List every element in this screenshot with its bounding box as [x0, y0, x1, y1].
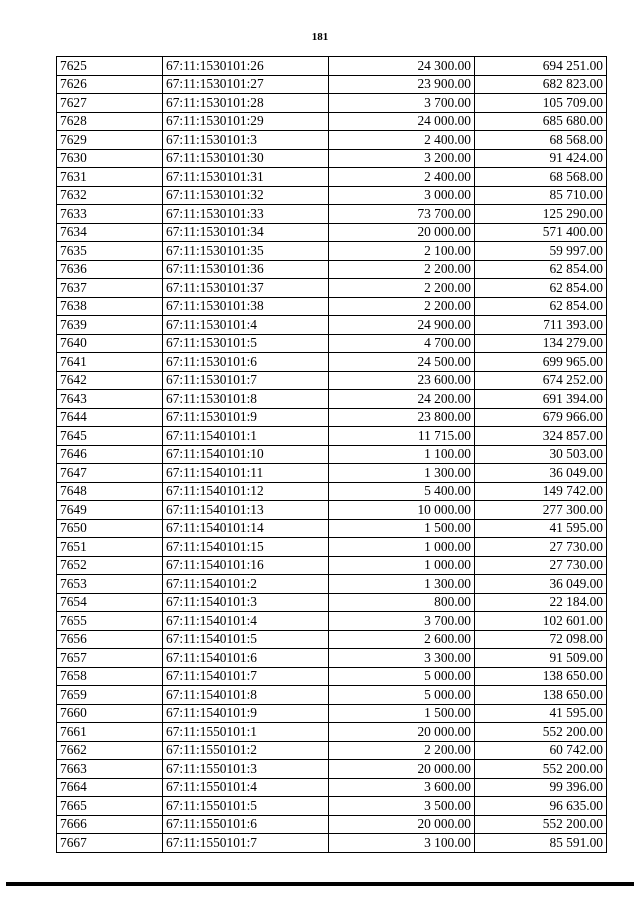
row-number-cell: 7627: [57, 94, 163, 113]
cadastral-number-cell: 67:11:1530101:29: [163, 112, 329, 131]
cadastral-number-cell: 67:11:1530101:9: [163, 408, 329, 427]
row-number-cell: 7664: [57, 778, 163, 797]
area-cell: 1 500.00: [329, 704, 475, 723]
area-cell: 3 200.00: [329, 149, 475, 168]
area-cell: 20 000.00: [329, 815, 475, 834]
value-cell: 711 393.00: [475, 316, 607, 335]
area-cell: 1 000.00: [329, 556, 475, 575]
value-cell: 552 200.00: [475, 815, 607, 834]
table-row: [57, 741, 607, 760]
cadastral-number-cell: 67:11:1530101:30: [163, 149, 329, 168]
table-row: [57, 353, 607, 372]
area-cell: 5 000.00: [329, 667, 475, 686]
value-cell: 72 098.00: [475, 630, 607, 649]
cadastral-number-cell: 67:11:1540101:8: [163, 686, 329, 705]
area-cell: 2 400.00: [329, 131, 475, 150]
value-cell: 685 680.00: [475, 112, 607, 131]
table-row: [57, 482, 607, 501]
row-number-cell: 7625: [57, 57, 163, 76]
table-row: [57, 75, 607, 94]
table-row: [57, 686, 607, 705]
cadastral-number-cell: 67:11:1550101:6: [163, 815, 329, 834]
cadastral-number-cell: 67:11:1550101:2: [163, 741, 329, 760]
row-number-cell: 7663: [57, 760, 163, 779]
value-cell: 691 394.00: [475, 390, 607, 409]
area-cell: 10 000.00: [329, 501, 475, 520]
cadastral-number-cell: 67:11:1530101:27: [163, 75, 329, 94]
table-row: [57, 760, 607, 779]
cadastral-number-cell: 67:11:1530101:3: [163, 131, 329, 150]
table-row: [57, 131, 607, 150]
row-number-cell: 7667: [57, 834, 163, 853]
area-cell: 24 500.00: [329, 353, 475, 372]
cadastral-number-cell: 67:11:1530101:31: [163, 168, 329, 187]
table-row: [57, 260, 607, 279]
table-row: [57, 334, 607, 353]
table-row: [57, 797, 607, 816]
row-number-cell: 7657: [57, 649, 163, 668]
table-row: [57, 223, 607, 242]
row-number-cell: 7641: [57, 353, 163, 372]
cadastral-number-cell: 67:11:1540101:1: [163, 427, 329, 446]
cadastral-number-cell: 67:11:1540101:10: [163, 445, 329, 464]
row-number-cell: 7630: [57, 149, 163, 168]
cadastral-number-cell: 67:11:1540101:6: [163, 649, 329, 668]
table-row: [57, 649, 607, 668]
cadastral-number-cell: 67:11:1530101:5: [163, 334, 329, 353]
area-cell: 23 900.00: [329, 75, 475, 94]
area-cell: 20 000.00: [329, 223, 475, 242]
row-number-cell: 7655: [57, 612, 163, 631]
table-row: [57, 316, 607, 335]
value-cell: 552 200.00: [475, 760, 607, 779]
row-number-cell: 7644: [57, 408, 163, 427]
table-row: [57, 723, 607, 742]
row-number-cell: 7648: [57, 482, 163, 501]
row-number-cell: 7647: [57, 464, 163, 483]
area-cell: 800.00: [329, 593, 475, 612]
row-number-cell: 7649: [57, 501, 163, 520]
table-row: [57, 112, 607, 131]
cadastral-number-cell: 67:11:1550101:3: [163, 760, 329, 779]
cadastral-number-cell: 67:11:1530101:35: [163, 242, 329, 261]
table-row: [57, 538, 607, 557]
table-row: [57, 149, 607, 168]
value-cell: 682 823.00: [475, 75, 607, 94]
area-cell: 20 000.00: [329, 760, 475, 779]
row-number-cell: 7652: [57, 556, 163, 575]
value-cell: 85 591.00: [475, 834, 607, 853]
area-cell: 2 200.00: [329, 260, 475, 279]
table-row: [57, 427, 607, 446]
table-row: [57, 815, 607, 834]
value-cell: 59 997.00: [475, 242, 607, 261]
row-number-cell: 7660: [57, 704, 163, 723]
area-cell: 5 400.00: [329, 482, 475, 501]
cadastral-number-cell: 67:11:1530101:7: [163, 371, 329, 390]
area-cell: 1 300.00: [329, 575, 475, 594]
cadastral-number-cell: 67:11:1550101:4: [163, 778, 329, 797]
area-cell: 24 200.00: [329, 390, 475, 409]
row-number-cell: 7646: [57, 445, 163, 464]
cadastral-number-cell: 67:11:1530101:36: [163, 260, 329, 279]
row-number-cell: 7654: [57, 593, 163, 612]
value-cell: 324 857.00: [475, 427, 607, 446]
row-number-cell: 7634: [57, 223, 163, 242]
row-number-cell: 7632: [57, 186, 163, 205]
area-cell: 4 700.00: [329, 334, 475, 353]
row-number-cell: 7631: [57, 168, 163, 187]
table-row: [57, 390, 607, 409]
value-cell: 62 854.00: [475, 297, 607, 316]
row-number-cell: 7638: [57, 297, 163, 316]
value-cell: 125 290.00: [475, 205, 607, 224]
table-row: [57, 464, 607, 483]
area-cell: 3 300.00: [329, 649, 475, 668]
row-number-cell: 7643: [57, 390, 163, 409]
value-cell: 68 568.00: [475, 168, 607, 187]
area-cell: 1 500.00: [329, 519, 475, 538]
area-cell: 24 000.00: [329, 112, 475, 131]
row-number-cell: 7628: [57, 112, 163, 131]
cadastral-number-cell: 67:11:1540101:15: [163, 538, 329, 557]
cadastral-number-cell: 67:11:1540101:16: [163, 556, 329, 575]
area-cell: 11 715.00: [329, 427, 475, 446]
value-cell: 91 509.00: [475, 649, 607, 668]
table-row: [57, 445, 607, 464]
area-cell: 2 200.00: [329, 297, 475, 316]
table-row: [57, 556, 607, 575]
value-cell: 102 601.00: [475, 612, 607, 631]
table-row: [57, 57, 607, 76]
table-row: [57, 612, 607, 631]
value-cell: 679 966.00: [475, 408, 607, 427]
area-cell: 3 100.00: [329, 834, 475, 853]
cadastral-number-cell: 67:11:1530101:32: [163, 186, 329, 205]
table-row: [57, 242, 607, 261]
table-row: [57, 168, 607, 187]
area-cell: 24 300.00: [329, 57, 475, 76]
value-cell: 60 742.00: [475, 741, 607, 760]
area-cell: 2 600.00: [329, 630, 475, 649]
value-cell: 27 730.00: [475, 556, 607, 575]
value-cell: 62 854.00: [475, 260, 607, 279]
table-row: [57, 575, 607, 594]
table-row: [57, 593, 607, 612]
bottom-rule: [6, 882, 634, 886]
area-cell: 3 700.00: [329, 94, 475, 113]
table-row: [57, 94, 607, 113]
table-row: [57, 297, 607, 316]
row-number-cell: 7658: [57, 667, 163, 686]
cadastral-number-cell: 67:11:1540101:9: [163, 704, 329, 723]
value-cell: 41 595.00: [475, 519, 607, 538]
cadastral-number-cell: 67:11:1540101:5: [163, 630, 329, 649]
row-number-cell: 7653: [57, 575, 163, 594]
area-cell: 73 700.00: [329, 205, 475, 224]
area-cell: 1 000.00: [329, 538, 475, 557]
table-row: [57, 186, 607, 205]
table-row: [57, 704, 607, 723]
value-cell: 552 200.00: [475, 723, 607, 742]
area-cell: 24 900.00: [329, 316, 475, 335]
row-number-cell: 7665: [57, 797, 163, 816]
area-cell: 2 400.00: [329, 168, 475, 187]
cadastral-number-cell: 67:11:1540101:14: [163, 519, 329, 538]
value-cell: 41 595.00: [475, 704, 607, 723]
area-cell: 20 000.00: [329, 723, 475, 742]
value-cell: 22 184.00: [475, 593, 607, 612]
area-cell: 3 600.00: [329, 778, 475, 797]
cadastral-number-cell: 67:11:1540101:3: [163, 593, 329, 612]
row-number-cell: 7645: [57, 427, 163, 446]
table-row: [57, 408, 607, 427]
cadastral-number-cell: 67:11:1530101:4: [163, 316, 329, 335]
row-number-cell: 7650: [57, 519, 163, 538]
value-cell: 91 424.00: [475, 149, 607, 168]
row-number-cell: 7661: [57, 723, 163, 742]
cadastral-number-cell: 67:11:1530101:34: [163, 223, 329, 242]
value-cell: 96 635.00: [475, 797, 607, 816]
area-cell: 2 100.00: [329, 242, 475, 261]
row-number-cell: 7633: [57, 205, 163, 224]
cadastral-number-cell: 67:11:1530101:37: [163, 279, 329, 298]
value-cell: 134 279.00: [475, 334, 607, 353]
cadastral-number-cell: 67:11:1530101:6: [163, 353, 329, 372]
cadastral-number-cell: 67:11:1530101:26: [163, 57, 329, 76]
table-row: [57, 371, 607, 390]
value-cell: 36 049.00: [475, 575, 607, 594]
area-cell: 23 800.00: [329, 408, 475, 427]
value-cell: 105 709.00: [475, 94, 607, 113]
row-number-cell: 7639: [57, 316, 163, 335]
cadastral-number-cell: 67:11:1530101:38: [163, 297, 329, 316]
area-cell: 2 200.00: [329, 741, 475, 760]
value-cell: 85 710.00: [475, 186, 607, 205]
area-cell: 1 100.00: [329, 445, 475, 464]
value-cell: 68 568.00: [475, 131, 607, 150]
table-row: [57, 834, 607, 853]
area-cell: 2 200.00: [329, 279, 475, 298]
row-number-cell: 7651: [57, 538, 163, 557]
cadastral-number-cell: 67:11:1540101:12: [163, 482, 329, 501]
area-cell: 5 000.00: [329, 686, 475, 705]
value-cell: 62 854.00: [475, 279, 607, 298]
area-cell: 23 600.00: [329, 371, 475, 390]
value-cell: 149 742.00: [475, 482, 607, 501]
value-cell: 138 650.00: [475, 667, 607, 686]
value-cell: 99 396.00: [475, 778, 607, 797]
value-cell: 138 650.00: [475, 686, 607, 705]
table-row: [57, 667, 607, 686]
value-cell: 571 400.00: [475, 223, 607, 242]
cadastral-number-cell: 67:11:1530101:33: [163, 205, 329, 224]
table-row: [57, 501, 607, 520]
area-cell: 3 000.00: [329, 186, 475, 205]
row-number-cell: 7640: [57, 334, 163, 353]
table-row: [57, 519, 607, 538]
row-number-cell: 7635: [57, 242, 163, 261]
value-cell: 674 252.00: [475, 371, 607, 390]
cadastral-number-cell: 67:11:1540101:13: [163, 501, 329, 520]
cadastral-number-cell: 67:11:1540101:7: [163, 667, 329, 686]
value-cell: 277 300.00: [475, 501, 607, 520]
table-row: [57, 279, 607, 298]
table-row: [57, 778, 607, 797]
cadastral-value-table: [56, 56, 607, 853]
area-cell: 1 300.00: [329, 464, 475, 483]
cadastral-number-cell: 67:11:1530101:28: [163, 94, 329, 113]
row-number-cell: 7626: [57, 75, 163, 94]
cadastral-number-cell: 67:11:1530101:8: [163, 390, 329, 409]
value-cell: 36 049.00: [475, 464, 607, 483]
value-cell: 694 251.00: [475, 57, 607, 76]
cadastral-number-cell: 67:11:1540101:4: [163, 612, 329, 631]
row-number-cell: 7659: [57, 686, 163, 705]
area-cell: 3 700.00: [329, 612, 475, 631]
row-number-cell: 7662: [57, 741, 163, 760]
row-number-cell: 7637: [57, 279, 163, 298]
table-row: [57, 630, 607, 649]
row-number-cell: 7629: [57, 131, 163, 150]
cadastral-number-cell: 67:11:1550101:1: [163, 723, 329, 742]
table-row: [57, 205, 607, 224]
cadastral-number-cell: 67:11:1550101:5: [163, 797, 329, 816]
page-number: 181: [311, 31, 329, 43]
cadastral-number-cell: 67:11:1550101:7: [163, 834, 329, 853]
row-number-cell: 7656: [57, 630, 163, 649]
value-cell: 30 503.00: [475, 445, 607, 464]
cadastral-number-cell: 67:11:1540101:11: [163, 464, 329, 483]
value-cell: 27 730.00: [475, 538, 607, 557]
area-cell: 3 500.00: [329, 797, 475, 816]
row-number-cell: 7642: [57, 371, 163, 390]
cadastral-number-cell: 67:11:1540101:2: [163, 575, 329, 594]
table-body: [57, 57, 607, 853]
value-cell: 699 965.00: [475, 353, 607, 372]
row-number-cell: 7666: [57, 815, 163, 834]
row-number-cell: 7636: [57, 260, 163, 279]
